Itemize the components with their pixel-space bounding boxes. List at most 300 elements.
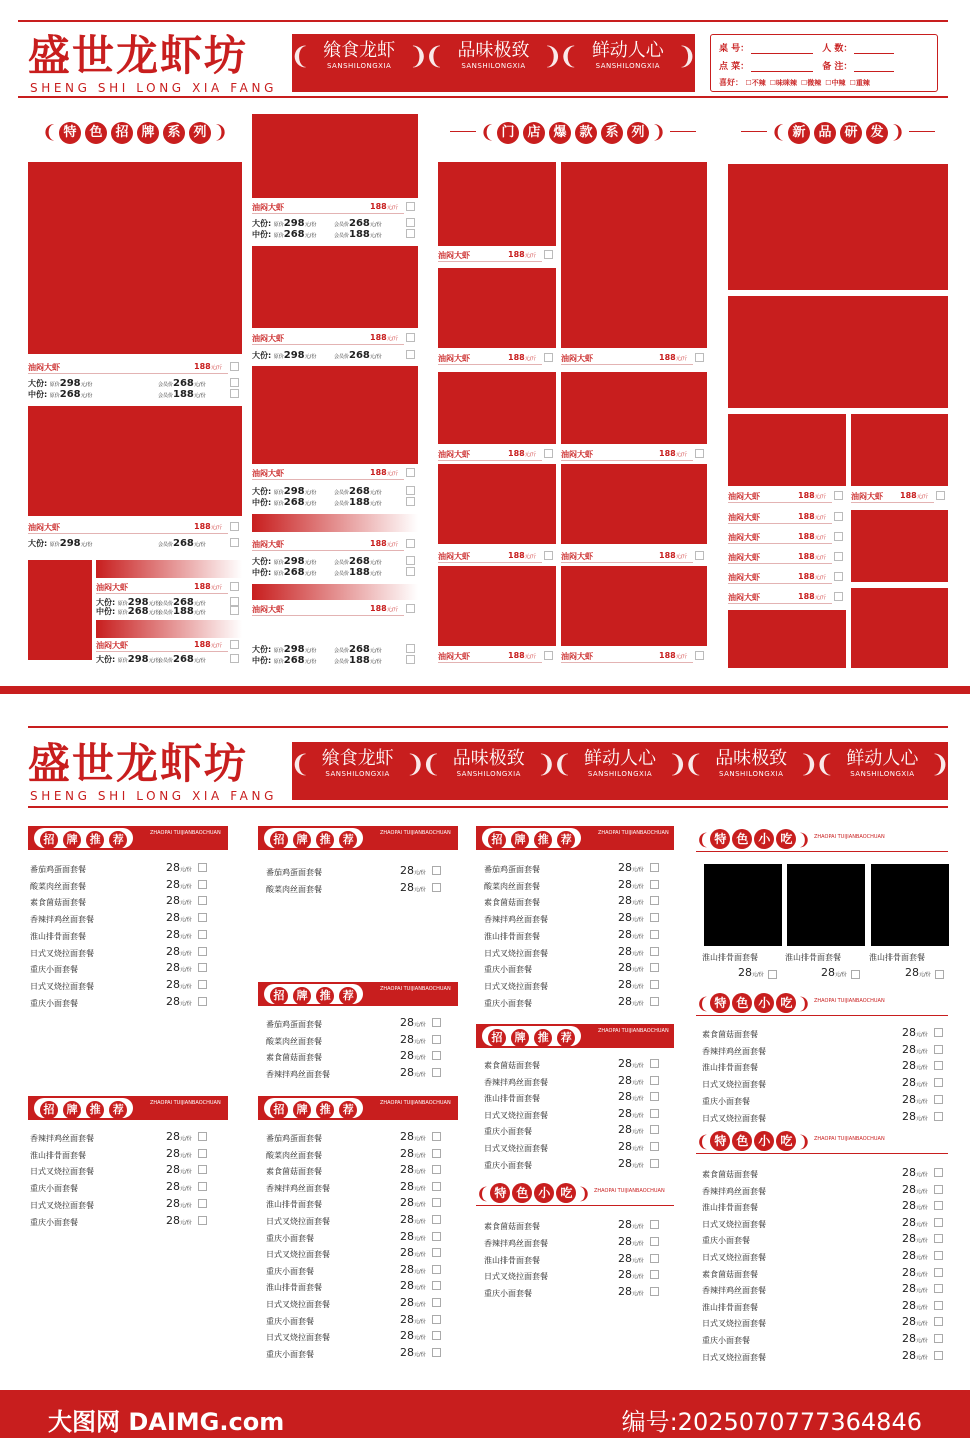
menu-item-price xyxy=(618,1285,644,1298)
dish-name-text: 油闷大虾 xyxy=(438,251,470,260)
select-checkbox[interactable] xyxy=(198,880,207,889)
select-checkbox[interactable] xyxy=(544,449,553,458)
order-row-1 xyxy=(719,41,929,54)
menu-pinyin: ZHAOPAI TUIJIANBAOCHUAN xyxy=(814,834,885,840)
dish-price xyxy=(508,250,536,259)
dish-name-text: 油闷大虾 xyxy=(561,652,593,661)
select-checkbox[interactable] xyxy=(432,1248,441,1257)
menu-item-name xyxy=(30,948,94,959)
dish-photo xyxy=(561,372,707,444)
menu-item-name xyxy=(30,881,86,892)
orig-tag: 原价 xyxy=(117,601,128,607)
select-checkbox[interactable] xyxy=(198,947,207,956)
price-value: 28 xyxy=(618,1285,632,1299)
menu-item-text: 淮山排骨面套餐 xyxy=(30,1150,86,1160)
select-checkbox[interactable] xyxy=(934,1234,943,1243)
menu-header xyxy=(696,826,948,852)
menu-item-price xyxy=(902,1076,928,1089)
select-checkbox[interactable] xyxy=(695,449,704,458)
dish-photo xyxy=(561,162,707,348)
price-unit: 元/份 xyxy=(180,1000,192,1007)
price-value: 188 xyxy=(194,522,211,531)
select-checkbox[interactable] xyxy=(650,930,659,939)
select-checkbox[interactable] xyxy=(544,250,553,259)
title-char: 推 xyxy=(534,1029,552,1047)
select-checkbox[interactable] xyxy=(198,1165,207,1174)
select-checkbox[interactable] xyxy=(650,863,659,872)
price-value: 28 xyxy=(618,911,632,925)
select-checkbox[interactable] xyxy=(768,970,777,979)
pref-option[interactable]: ☐中辣 xyxy=(825,79,846,87)
select-checkbox[interactable] xyxy=(432,1281,441,1290)
menu-item-price xyxy=(166,1197,192,1210)
select-checkbox[interactable] xyxy=(544,551,553,560)
select-checkbox[interactable] xyxy=(834,491,843,500)
underline xyxy=(561,662,693,663)
select-checkbox[interactable] xyxy=(650,1159,659,1168)
price-value: 188 xyxy=(370,604,387,613)
select-checkbox[interactable] xyxy=(198,1132,207,1141)
price-unit: 元/份 xyxy=(916,1032,928,1038)
select-checkbox[interactable] xyxy=(230,606,239,615)
title-char: 荐 xyxy=(109,831,127,849)
laurel-left-icon: ❨ xyxy=(552,750,573,778)
menu-item-name xyxy=(484,1060,540,1071)
select-checkbox[interactable] xyxy=(230,362,239,371)
select-checkbox[interactable] xyxy=(432,1198,441,1207)
select-checkbox[interactable] xyxy=(934,1334,943,1343)
select-checkbox[interactable] xyxy=(650,896,659,905)
menu-item-text: 淮山排骨面套餐 xyxy=(266,1200,322,1210)
select-checkbox[interactable] xyxy=(432,1265,441,1274)
pref-option[interactable]: ☐味咪辣 xyxy=(769,79,797,87)
select-checkbox[interactable] xyxy=(198,1216,207,1225)
select-checkbox[interactable] xyxy=(230,640,239,649)
vip-row xyxy=(334,350,382,361)
price-unit: 元/份 xyxy=(632,1129,644,1136)
select-checkbox[interactable] xyxy=(851,970,860,979)
price-unit: 元/份 xyxy=(180,950,192,957)
select-checkbox[interactable] xyxy=(934,1185,943,1194)
select-checkbox[interactable] xyxy=(198,913,207,922)
menu-item-text: 重庆小面套餐 xyxy=(702,1236,750,1246)
dish-photo xyxy=(851,510,948,582)
select-checkbox[interactable] xyxy=(198,1199,207,1208)
price-unit: 元/份 xyxy=(414,886,426,893)
price-unit: 元/斤 xyxy=(524,253,537,259)
select-checkbox[interactable] xyxy=(406,486,415,495)
select-checkbox[interactable] xyxy=(695,551,704,560)
underline xyxy=(252,344,404,345)
price-value: 188 xyxy=(798,491,815,500)
select-checkbox[interactable] xyxy=(650,1059,659,1068)
price-value: 188 xyxy=(659,353,676,362)
menu-item-name xyxy=(266,1216,330,1227)
laurel-left-icon: ❨ xyxy=(814,750,835,778)
select-checkbox[interactable] xyxy=(934,1201,943,1210)
select-checkbox[interactable] xyxy=(650,1220,659,1229)
select-checkbox[interactable] xyxy=(432,1018,441,1027)
menu-item-price xyxy=(618,995,644,1008)
price-value: 28 xyxy=(400,1296,414,1309)
select-checkbox[interactable] xyxy=(934,1301,943,1310)
title-char: 特 xyxy=(710,1131,730,1151)
price-value: 188 xyxy=(900,491,917,500)
price-value: 28 xyxy=(902,1315,916,1329)
select-checkbox[interactable] xyxy=(406,655,415,664)
select-checkbox[interactable] xyxy=(406,539,415,548)
vip-tag: 会员价 xyxy=(334,560,350,566)
unit: 元/份 xyxy=(148,658,161,664)
select-checkbox[interactable] xyxy=(406,218,415,227)
select-checkbox[interactable] xyxy=(934,1112,943,1121)
select-checkbox[interactable] xyxy=(198,963,207,972)
price-unit: 元/斤 xyxy=(524,452,537,458)
price-unit: 元/份 xyxy=(632,1224,644,1230)
select-checkbox[interactable] xyxy=(432,1035,441,1044)
snack-name xyxy=(869,952,925,963)
unit: 元/份 xyxy=(369,560,382,566)
price-value: 188 xyxy=(508,353,525,362)
snack-price xyxy=(821,966,847,979)
select-checkbox[interactable] xyxy=(834,512,843,521)
size-label: 大份: xyxy=(252,487,272,496)
laurel-left-icon: ❨ xyxy=(476,1184,490,1203)
menu-item-name xyxy=(484,1255,540,1266)
price-unit: 元/份 xyxy=(752,972,764,978)
menu-item-name xyxy=(30,1133,94,1144)
title-char: 门 xyxy=(497,122,519,144)
orig-tag: 原价 xyxy=(49,393,60,399)
price-unit: 元/份 xyxy=(632,1112,644,1119)
price-value: 188 xyxy=(370,539,387,548)
select-checkbox[interactable] xyxy=(695,353,704,362)
price-value: 28 xyxy=(618,1251,632,1265)
dish-photo xyxy=(561,464,707,544)
select-checkbox[interactable] xyxy=(650,1142,659,1151)
menu-item-name xyxy=(484,1288,532,1299)
select-checkbox[interactable] xyxy=(406,333,415,342)
dish-price xyxy=(659,353,687,362)
pref-option[interactable]: ☐不辣 xyxy=(745,79,766,87)
title-char: 色 xyxy=(732,1131,752,1151)
title-char: 系 xyxy=(601,122,623,144)
size-row xyxy=(252,218,316,229)
select-checkbox[interactable] xyxy=(230,654,239,663)
people-field[interactable] xyxy=(854,53,894,54)
select-checkbox[interactable] xyxy=(406,229,415,238)
menu-item-text: 日式叉烧拉面套餐 xyxy=(702,1080,766,1090)
select-checkbox[interactable] xyxy=(432,1132,441,1141)
menu-item-price xyxy=(166,1130,192,1143)
select-checkbox[interactable] xyxy=(650,947,659,956)
menu-item-text: 日式叉烧拉面套餐 xyxy=(266,1250,330,1260)
menu-item-text: 日式叉烧拉面套餐 xyxy=(484,948,548,958)
title-char: 发 xyxy=(866,122,888,144)
title-char: 招 xyxy=(40,1101,58,1119)
vip-row xyxy=(334,644,382,655)
dish-price xyxy=(370,333,398,342)
menu-item-price xyxy=(902,1183,928,1196)
select-checkbox[interactable] xyxy=(650,1109,659,1118)
dish-name xyxy=(252,202,284,213)
select-checkbox[interactable] xyxy=(834,592,843,601)
select-checkbox[interactable] xyxy=(934,1095,943,1104)
select-checkbox[interactable] xyxy=(834,552,843,561)
note-field[interactable] xyxy=(854,71,894,72)
select-checkbox[interactable] xyxy=(934,1351,943,1360)
select-checkbox[interactable] xyxy=(432,1315,441,1324)
underline xyxy=(252,615,404,616)
select-checkbox[interactable] xyxy=(432,883,441,892)
dish-name xyxy=(561,353,593,364)
select-checkbox[interactable] xyxy=(406,604,415,613)
menu-item-price xyxy=(618,878,644,891)
select-checkbox[interactable] xyxy=(650,1125,659,1134)
dish-name-text: 油闷大虾 xyxy=(728,513,760,522)
select-checkbox[interactable] xyxy=(935,970,944,979)
price-value: 28 xyxy=(400,1329,414,1343)
unit: 元/份 xyxy=(193,542,206,548)
select-checkbox[interactable] xyxy=(650,980,659,989)
price-unit: 元/份 xyxy=(180,867,192,873)
select-checkbox[interactable] xyxy=(934,1061,943,1070)
select-checkbox[interactable] xyxy=(198,863,207,872)
select-checkbox[interactable] xyxy=(934,1028,943,1037)
select-checkbox[interactable] xyxy=(432,1149,441,1158)
select-checkbox[interactable] xyxy=(650,913,659,922)
select-checkbox[interactable] xyxy=(934,1268,943,1277)
price-unit: 元/斤 xyxy=(524,554,537,560)
select-checkbox[interactable] xyxy=(432,1165,441,1174)
select-checkbox[interactable] xyxy=(230,582,239,591)
size-label: 中份: xyxy=(252,230,272,239)
menu-item-text: 日式叉烧拉面套餐 xyxy=(702,1113,766,1123)
dish-field[interactable] xyxy=(751,71,813,72)
pref-option-label: 重辣 xyxy=(855,79,870,87)
select-checkbox[interactable] xyxy=(230,389,239,398)
select-checkbox[interactable] xyxy=(936,491,945,500)
select-checkbox[interactable] xyxy=(934,1168,943,1177)
select-checkbox[interactable] xyxy=(432,1298,441,1307)
menu-item-text: 素食菌菇面套餐 xyxy=(702,1030,758,1039)
slogan-en: SANSHILONGXIA xyxy=(595,62,660,70)
menu-item-text: 淮山排骨面套餐 xyxy=(30,931,86,941)
size-row xyxy=(252,229,316,240)
dish-name xyxy=(96,582,128,593)
price-value: 28 xyxy=(400,1262,414,1276)
price-unit: 元/份 xyxy=(414,1022,426,1028)
select-checkbox[interactable] xyxy=(432,1068,441,1077)
select-checkbox[interactable] xyxy=(650,1237,659,1246)
dish-photo xyxy=(787,864,865,946)
select-checkbox[interactable] xyxy=(432,1232,441,1241)
menu-item-text: 香辣拌鸡丝面套餐 xyxy=(484,1238,548,1248)
vip-tag: 会员价 xyxy=(158,601,174,607)
select-checkbox[interactable] xyxy=(834,532,843,541)
select-checkbox[interactable] xyxy=(198,896,207,905)
slogan xyxy=(290,742,426,800)
select-checkbox[interactable] xyxy=(406,644,415,653)
underline xyxy=(28,373,228,374)
menu-pinyin: ZHAOPAI TUIJIANBAOCHUAN xyxy=(380,830,451,836)
brand-name-text: 盛世龙虾坊 xyxy=(28,739,249,788)
select-checkbox[interactable] xyxy=(406,567,415,576)
menu-item-name xyxy=(266,1233,314,1244)
select-checkbox[interactable] xyxy=(650,880,659,889)
size-row xyxy=(28,538,92,549)
select-checkbox[interactable] xyxy=(934,1251,943,1260)
select-checkbox[interactable] xyxy=(544,651,553,660)
orig-price: 268 xyxy=(59,389,81,400)
select-checkbox[interactable] xyxy=(650,1092,659,1101)
underline xyxy=(438,261,542,262)
select-checkbox[interactable] xyxy=(432,866,441,875)
vip-row xyxy=(334,655,382,666)
price-unit: 元/份 xyxy=(414,1055,426,1062)
select-checkbox[interactable] xyxy=(650,1254,659,1263)
underline xyxy=(28,533,228,534)
menu-item-name xyxy=(484,1221,540,1232)
slogan xyxy=(683,742,819,800)
select-checkbox[interactable] xyxy=(198,980,207,989)
select-checkbox[interactable] xyxy=(198,1182,207,1191)
underline xyxy=(728,583,832,584)
price-value: 188 xyxy=(798,512,815,521)
select-checkbox[interactable] xyxy=(544,353,553,362)
select-checkbox[interactable] xyxy=(406,556,415,565)
select-checkbox[interactable] xyxy=(934,1317,943,1326)
price-unit: 元/份 xyxy=(414,1169,426,1176)
vip-tag: 会员价 xyxy=(158,610,174,616)
orig-tag: 原价 xyxy=(273,222,284,228)
pref-label: 喜好： xyxy=(719,78,743,87)
table-field[interactable] xyxy=(751,53,813,54)
select-checkbox[interactable] xyxy=(650,963,659,972)
divider xyxy=(741,131,767,132)
select-checkbox[interactable] xyxy=(230,538,239,547)
select-checkbox[interactable] xyxy=(432,1051,441,1060)
select-checkbox[interactable] xyxy=(934,1284,943,1293)
select-checkbox[interactable] xyxy=(198,997,207,1006)
price-value: 28 xyxy=(400,864,414,877)
brand-pinyin xyxy=(30,81,277,95)
menu-title xyxy=(34,1098,133,1118)
slogan-en: SANSHILONGXIA xyxy=(326,62,392,70)
brand-pinyin xyxy=(30,789,277,803)
select-checkbox[interactable] xyxy=(406,468,415,477)
select-checkbox[interactable] xyxy=(230,522,239,531)
menu-item-text: 重庆小面套餐 xyxy=(266,1316,314,1326)
select-checkbox[interactable] xyxy=(934,1218,943,1227)
price-value: 28 xyxy=(166,961,180,975)
vip-price: 188 xyxy=(173,606,194,617)
select-checkbox[interactable] xyxy=(650,1076,659,1085)
laurel-right-icon: ❩ xyxy=(405,750,426,778)
select-checkbox[interactable] xyxy=(834,572,843,581)
dish-price xyxy=(508,449,536,458)
menu-item-text: 酸菜肉丝面套餐 xyxy=(266,884,322,894)
menu-header xyxy=(696,990,948,1016)
underline xyxy=(438,662,542,663)
slogan-cn: 品味极致 xyxy=(452,748,525,769)
menu-header xyxy=(476,1024,674,1048)
select-checkbox[interactable] xyxy=(650,997,659,1006)
menu-item-text: 香辣拌鸡丝面套餐 xyxy=(266,1183,330,1193)
price-value: 188 xyxy=(194,640,211,649)
dish-name-text: 油闷大虾 xyxy=(851,492,883,501)
select-checkbox[interactable] xyxy=(432,1348,441,1357)
title-char: 推 xyxy=(86,1101,104,1119)
menu-item-price xyxy=(902,1299,928,1312)
menu-item-text: 重庆小面套餐 xyxy=(702,1336,750,1345)
orig-price: 298 xyxy=(283,218,305,229)
dish-name xyxy=(96,640,128,651)
menu-item-text: 日式叉烧拉面套餐 xyxy=(702,1352,766,1362)
menu-item-name xyxy=(702,1269,758,1280)
menu-item-price xyxy=(618,894,644,907)
unit: 元/份 xyxy=(80,393,93,399)
orig-tag: 原价 xyxy=(117,658,128,664)
menu-item-name xyxy=(266,1133,322,1144)
orig-tag: 原价 xyxy=(273,501,284,507)
dish-name xyxy=(561,551,593,562)
menu-item-text: 日式叉烧拉面套餐 xyxy=(484,1272,548,1282)
menu-pinyin: ZHAOPAI TUIJIANBAOCHUAN xyxy=(380,1100,451,1106)
price-unit: 元/份 xyxy=(916,1115,928,1122)
menu-item-price xyxy=(902,1332,928,1345)
select-checkbox[interactable] xyxy=(432,1215,441,1224)
select-checkbox[interactable] xyxy=(406,497,415,506)
price-value: 188 xyxy=(659,651,676,660)
menu-item-price xyxy=(902,1216,928,1229)
price-value: 28 xyxy=(902,1026,916,1039)
dish-photo xyxy=(438,372,556,444)
price-value: 28 xyxy=(902,1182,916,1196)
select-checkbox[interactable] xyxy=(934,1078,943,1087)
menu-item-text: 素食菌菇面套餐 xyxy=(702,1170,758,1179)
vip-row xyxy=(158,389,206,400)
select-checkbox[interactable] xyxy=(934,1045,943,1054)
pref-option[interactable]: ☐微辣 xyxy=(801,79,822,87)
select-checkbox[interactable] xyxy=(406,350,415,359)
menu-item-name xyxy=(702,1252,766,1263)
select-checkbox[interactable] xyxy=(695,651,704,660)
price-value: 28 xyxy=(166,1180,180,1194)
vip-row xyxy=(334,229,382,240)
select-checkbox[interactable] xyxy=(432,1331,441,1340)
select-checkbox[interactable] xyxy=(650,1287,659,1296)
dish-name-text: 油闷大虾 xyxy=(252,203,284,212)
select-checkbox[interactable] xyxy=(406,202,415,211)
unit: 元/份 xyxy=(369,233,382,239)
select-checkbox[interactable] xyxy=(650,1270,659,1279)
menu-item-name xyxy=(484,864,540,875)
select-checkbox[interactable] xyxy=(198,1149,207,1158)
select-checkbox[interactable] xyxy=(432,1182,441,1191)
dish-price xyxy=(798,572,826,581)
title-char: 牌 xyxy=(63,1101,81,1119)
select-checkbox[interactable] xyxy=(230,597,239,606)
pref-option[interactable]: ☐重辣 xyxy=(849,79,870,87)
menu-item-name xyxy=(484,964,532,975)
menu-item-price xyxy=(400,1313,426,1326)
select-checkbox[interactable] xyxy=(198,930,207,939)
select-checkbox[interactable] xyxy=(230,378,239,387)
menu-item-name xyxy=(266,1019,322,1030)
title-char: 荐 xyxy=(557,831,575,849)
menu-item-text: 日式叉烧拉面套餐 xyxy=(266,1333,330,1343)
